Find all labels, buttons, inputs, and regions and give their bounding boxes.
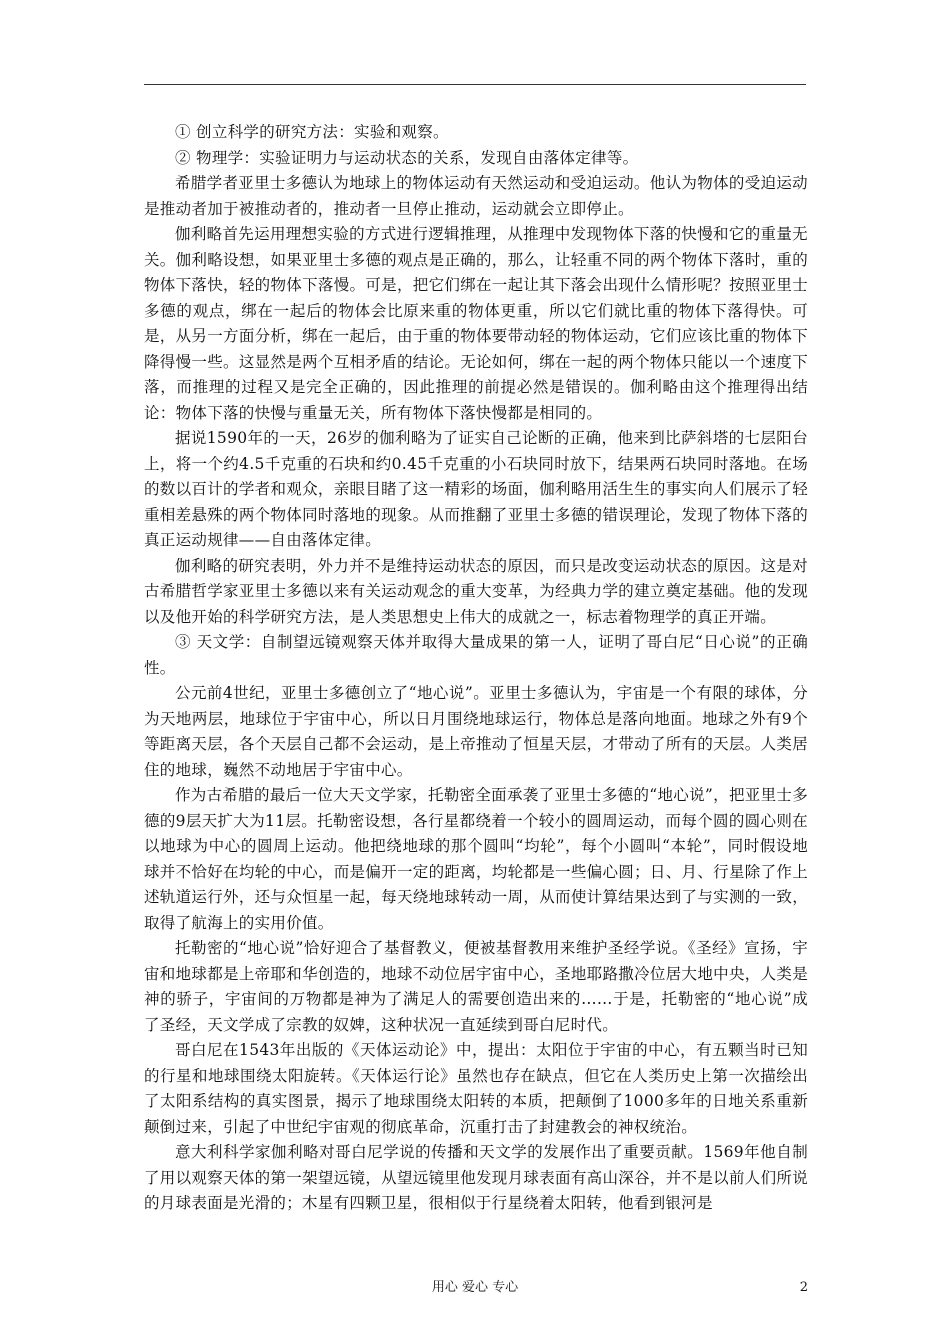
paragraph-ptolemy: 作为古希腊的最后一位大天文学家，托勒密全面承袭了亚里士多德的“地心说”，把亚里士多德的9层天扩大为11层。托勒密设想，各行星都绕着一个较小的圆周运动，而每个圆的圆心则在以地球为中心的圆周上运动。他把绕地球的那个圆叫“均轮”，每个小圆叫“本轮”，同时假设地球并不恰好在均轮的中心，而是偏开一定的距离，均轮都是一些偏心圆；日、月、行星除了作上述轨道运行外，还与众恒星一起，每天绕地球转动一周，从而使计算结果达到了与实测的一致，取得了航海上的实用价值。 <box>144 786 808 932</box>
paragraph-aristotle-motion: 希腊学者亚里士多德认为地球上的物体运动有天然运动和受迫运动。他认为物体的受迫运动是推动者加于被推动者的，推动者一旦停止推动，运动就会立即停止。 <box>144 174 808 218</box>
paragraph-geocentric: 公元前4世纪，亚里士多德创立了“地心说”。亚里士多德认为，宇宙是一个有限的球体，分为天地两层，地球位于宇宙中心，所以日月围绕地球运行，物体总是落向地面。地球之外有9个等距离天层，各个天层自己都不会运动，是上帝推动了恒星天层，才带动了所有的天层。人类居住的地球，巍然不动地居于宇宙中心。 <box>144 684 808 779</box>
paragraph-galileo-telescope: 意大利科学家伽利略对哥白尼学说的传播和天文学的发展作出了重要贡献。1569年他自制了用以观察天体的第一架望远镜，从望远镜里他发现月球表面有高山深谷，并不是以前人们所说的月球表面是光滑的；木星有四颗卫星，很相似于行星绕着太阳转，他看到银河是 <box>144 1143 808 1212</box>
paragraph-physics: ② 物理学：实验证明力与运动状态的关系，发现自由落体定律等。 <box>175 148 639 167</box>
paragraph-church: 托勒密的“地心说”恰好迎合了基督教义，便被基督教用来维护圣经学说。《圣经》宣扬，宇宙和地球都是上帝耶和华创造的，地球不动位居宇宙中心，圣地耶路撒冷位居大地中央，人类是神的骄子，宇宙间的万物都是神为了满足人的需要创造出来的……于是，托勒密的“地心说”成了圣经，天文学成了宗教的奴婢，这种状况一直延续到哥白尼时代。 <box>144 939 808 1034</box>
paragraph-research-significance: 伽利略的研究表明，外力并不是维持运动状态的原因，而只是改变运动状态的原因。这是对古希腊哲学家亚里士多德以来有关运动观念的重大变革，为经典力学的建立奠定基础。他的发现以及他开始的科学研究方法，是人类思想史上伟大的成就之一，标志着物理学的真正开端。 <box>144 556 808 626</box>
paragraph-astronomy: ③ 天文学：自制望远镜观察天体并取得大量成果的第一人，证明了哥白尼“日心说”的正确性。 <box>144 633 808 677</box>
paragraph-pisa-tower: 据说1590年的一天，26岁的伽利略为了证实自己论断的正确，他来到比萨斜塔的七层阳台上，将一个约4.5千克重的石块和约0.45千克重的小石块同时放下，结果两石块同时落地。在场的数以百计的学者和观众，亲眼目睹了这一精彩的场面，伽利略用活生生的事实向人们展示了轻重相差悬殊的两个物体同时落地的现象。从而推翻了亚里士多德的错误理论，发现了物体下落的真正运动规律——自由落体定律。 <box>144 429 808 549</box>
page-number: 2 <box>799 1280 808 1295</box>
document-body <box>144 120 808 1217</box>
footer-motto: 用心 爱心 专心 <box>431 1280 519 1295</box>
paragraph-method: ① 创立科学的研究方法：实验和观察。 <box>175 123 449 141</box>
paragraph-copernicus: 哥白尼在1543年出版的《天体运动论》中，提出：太阳位于宇宙的中心，有五颗当时已知的行星和地球围绕太阳旋转。《天体运行论》虽然也存在缺点，但它在人类历史上第一次描绘出了太阳系结构的真实图景，揭示了地球围绕太阳转的本质，把颠倒了1000多年的日地关系重新颠倒过来，引起了中世纪宇宙观的彻底革命，沉重打击了封建教会的神权统治。 <box>144 1041 808 1136</box>
paragraph-thought-experiment: 伽利略首先运用理想实验的方式进行逻辑推理，从推理中发现物体下落的快慢和它的重量无关。伽利略设想，如果亚里士多德的观点是正确的，那么，让轻重不同的两个物体下落时，重的物体下落快，轻的物体下落慢。可是，把它们绑在一起让其下落会出现什么情形呢？按照亚里士多德的观点，绑在一起后的物体会比原来重的物体更重，所以它们就比重的物体下落得快。可是，从另一方面分析，绑在一起后，由于重的物体要带动轻的物体运动，它们应该比重的物体下降得慢一些。这显然是两个互相矛盾的结论。无论如何，绑在一起的两个物体只能以一个速度下落，而推理的过程又是完全正确的，因此推理的前提必然是错误的。伽利略由这个推理得出结论：物体下落的快慢与重量无关，所有物体下落快慢都是相同的。 <box>144 225 808 422</box>
header-rule <box>144 84 806 85</box>
